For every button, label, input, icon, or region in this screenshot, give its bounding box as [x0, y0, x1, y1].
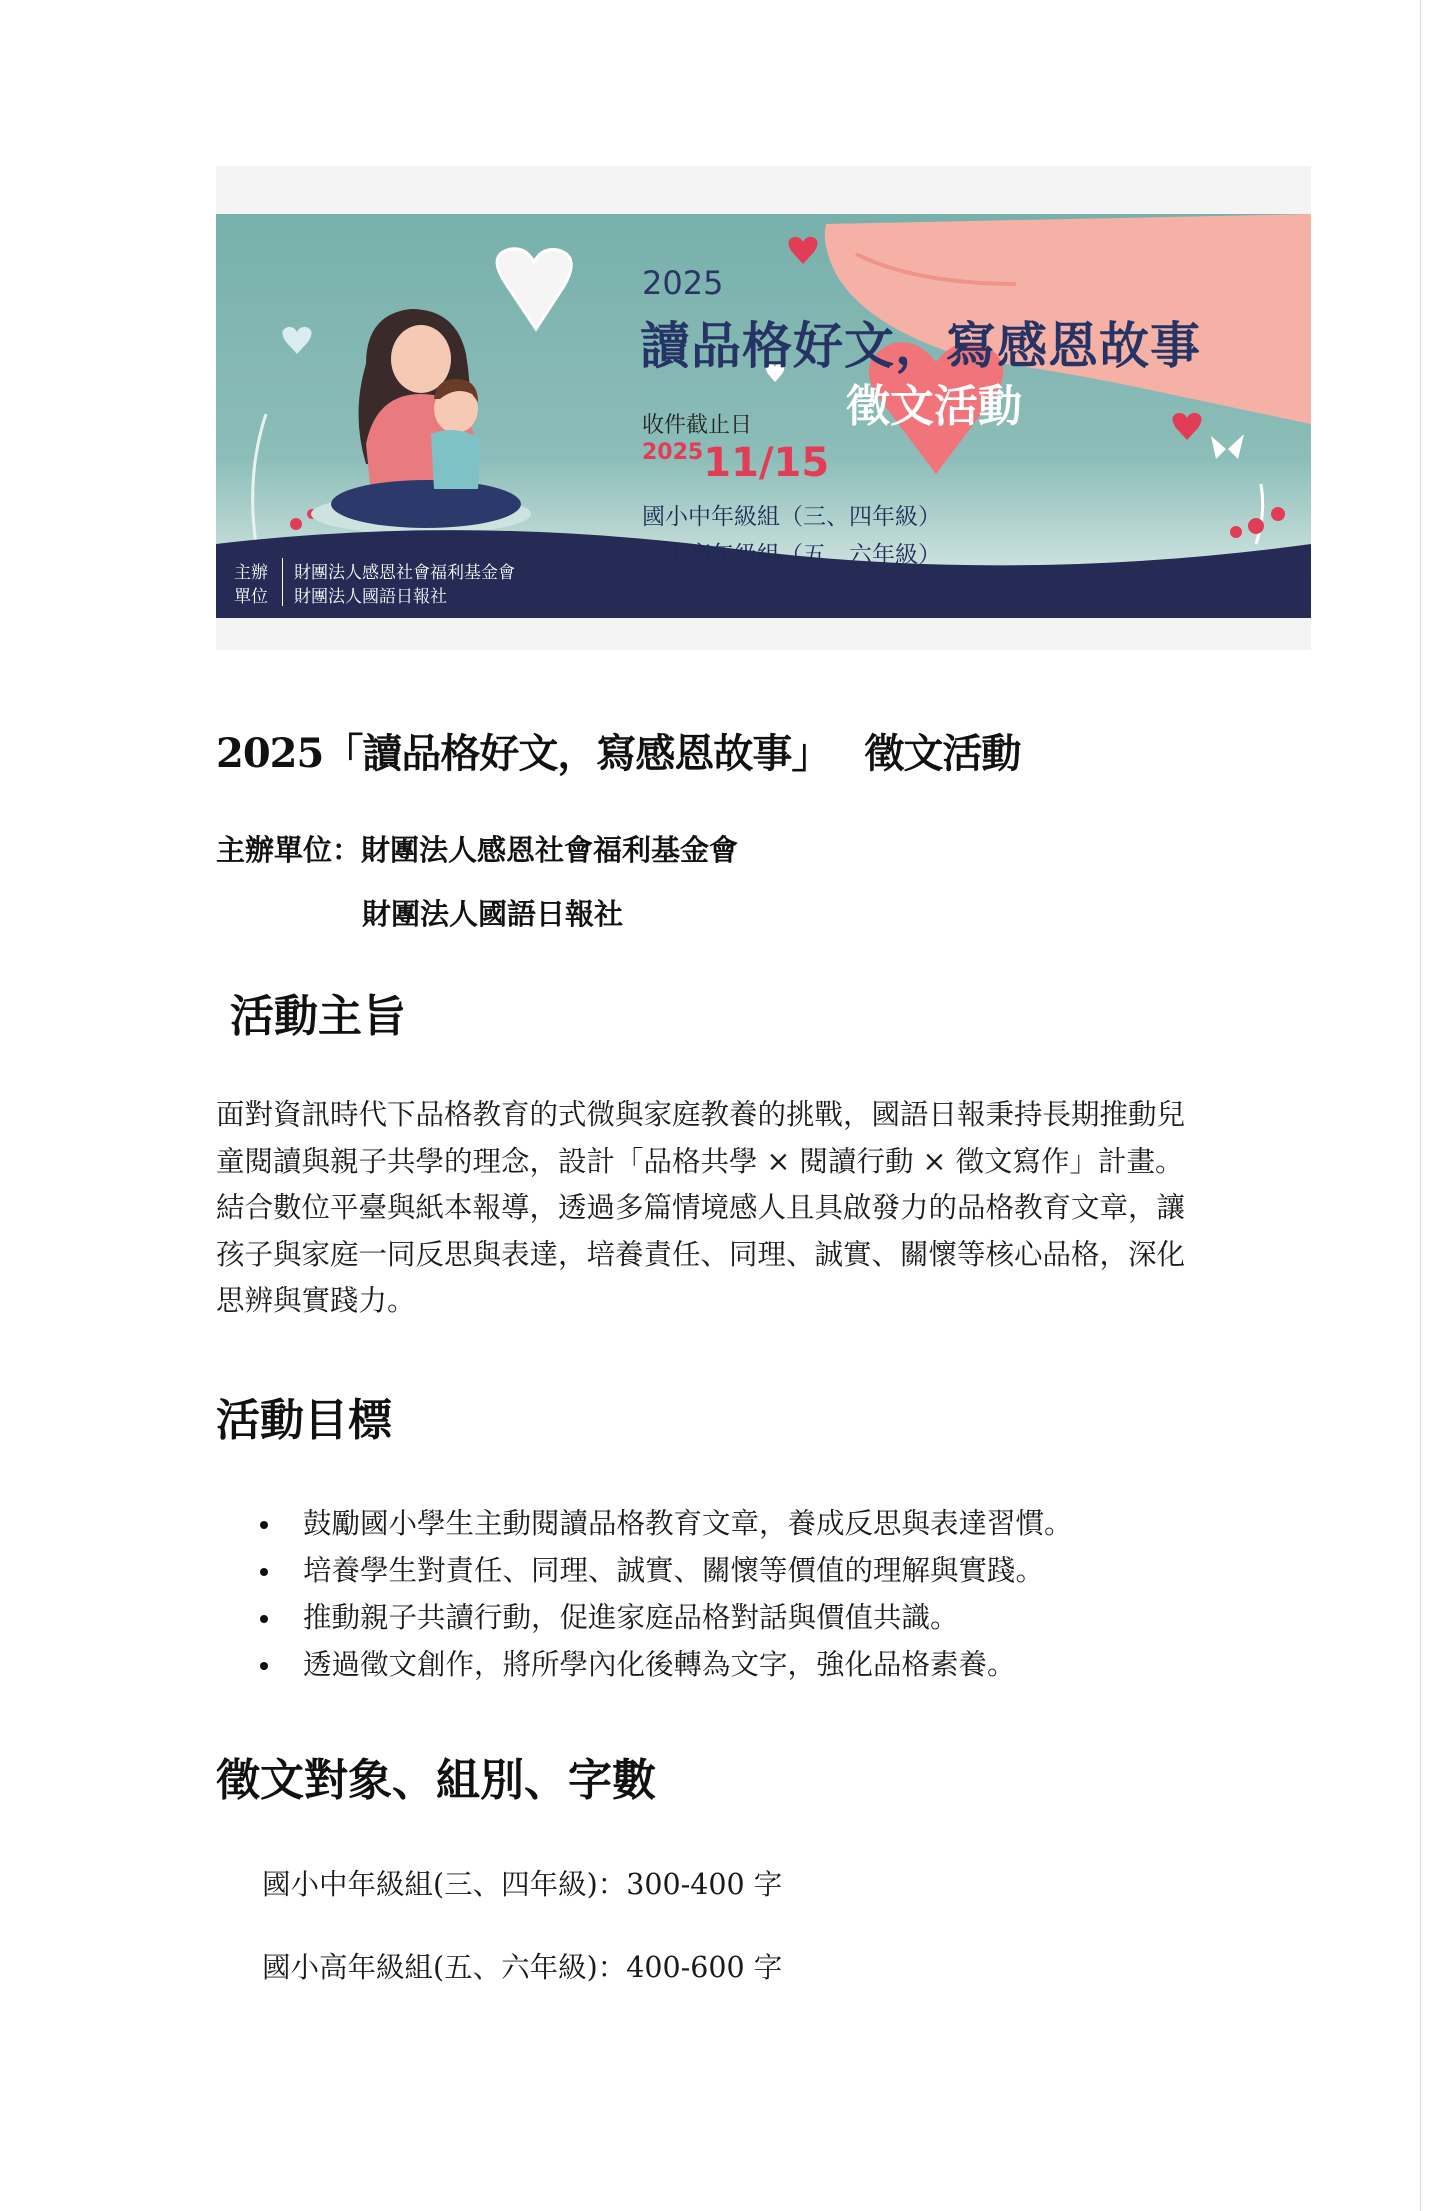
section-heading-purpose: 活動主旨: [230, 991, 406, 1042]
section-heading-targets: 徵文對象、組別、字數: [216, 1755, 656, 1806]
banner-deadline-date: 11/15: [703, 440, 830, 486]
banner-subtitle: 徵文活動: [846, 381, 1022, 432]
document-title-main: 2025「讀品格好文，寫感恩故事」: [216, 730, 831, 777]
list-item: 推動親子共讀行動，促進家庭品格對話與價值共識。: [216, 1594, 1216, 1641]
target-group-upper: 國小高年級組(五、六年級)：400-600 字: [262, 1951, 783, 1984]
banner-deadline: [642, 440, 829, 486]
banner-deadline-year: 2025: [642, 440, 704, 465]
banner-organizer-1: 財團法人感恩社會福利基金會: [294, 563, 515, 583]
organizer-line-2: 財團法人國語日報社: [362, 897, 624, 931]
banner-title: 讀品格好文，寫感恩故事: [640, 317, 1201, 375]
document-title: [216, 722, 1020, 779]
document-title-suffix: 徵文活動: [864, 730, 1021, 777]
banner-group-upper: 國小高年級組（五、六年級）: [642, 542, 941, 568]
purpose-line: 面對資訊時代下品格教育的式微與家庭教養的挑戰，國語日報秉持長期推動兒: [216, 1098, 1186, 1131]
list-item: 透過徵文創作，將所學內化後轉為文字，強化品格素養。: [216, 1641, 1216, 1688]
list-item: 鼓勵國小學生主動閱讀品格教育文章，養成反思與表達習慣。: [216, 1500, 1216, 1547]
organizer-name-1: 財團法人感恩社會福利基金會: [361, 833, 739, 867]
organizer-label: 主辦單位：: [216, 833, 362, 867]
purpose-line: 童閱讀與親子共學的理念，設計「品格共學 × 閱讀行動 × 徵文寫作」計畫。: [216, 1144, 1184, 1178]
banner-organizer-2: 財團法人國語日報社: [294, 587, 447, 607]
banner-year: 2025: [642, 264, 724, 302]
list-item: 培養學生對責任、同理、誠實、關懷等價值的理解與實踐。: [216, 1547, 1216, 1594]
banner-organizer-label-bottom: 單位: [234, 587, 268, 607]
goals-list: [216, 1500, 1216, 1688]
event-banner: [216, 214, 1311, 618]
section-heading-goals: 活動目標: [216, 1395, 392, 1446]
purpose-line: 結合數位平臺與紙本報導，透過多篇情境感人且具啟發力的品格教育文章，讓: [216, 1191, 1186, 1224]
banner-organizer-label-top: 主辦: [234, 563, 268, 583]
banner-group-middle: 國小中年級組（三、四年級）: [642, 504, 941, 530]
banner-organizer-divider: [282, 558, 283, 606]
purpose-paragraph: [216, 1092, 1226, 1325]
page-edge: [1420, 0, 1439, 2211]
target-group-middle: 國小中年級組(三、四年級)：300-400 字: [262, 1868, 783, 1901]
banner-deadline-label: 收件截止日: [642, 413, 753, 438]
purpose-line: 思辨與實踐力。: [216, 1284, 416, 1317]
organizer-line-1: [216, 828, 738, 869]
purpose-line: 孩子與家庭一同反思與表達，培養責任、同理、誠實、關懷等核心品格，深化: [216, 1237, 1186, 1271]
